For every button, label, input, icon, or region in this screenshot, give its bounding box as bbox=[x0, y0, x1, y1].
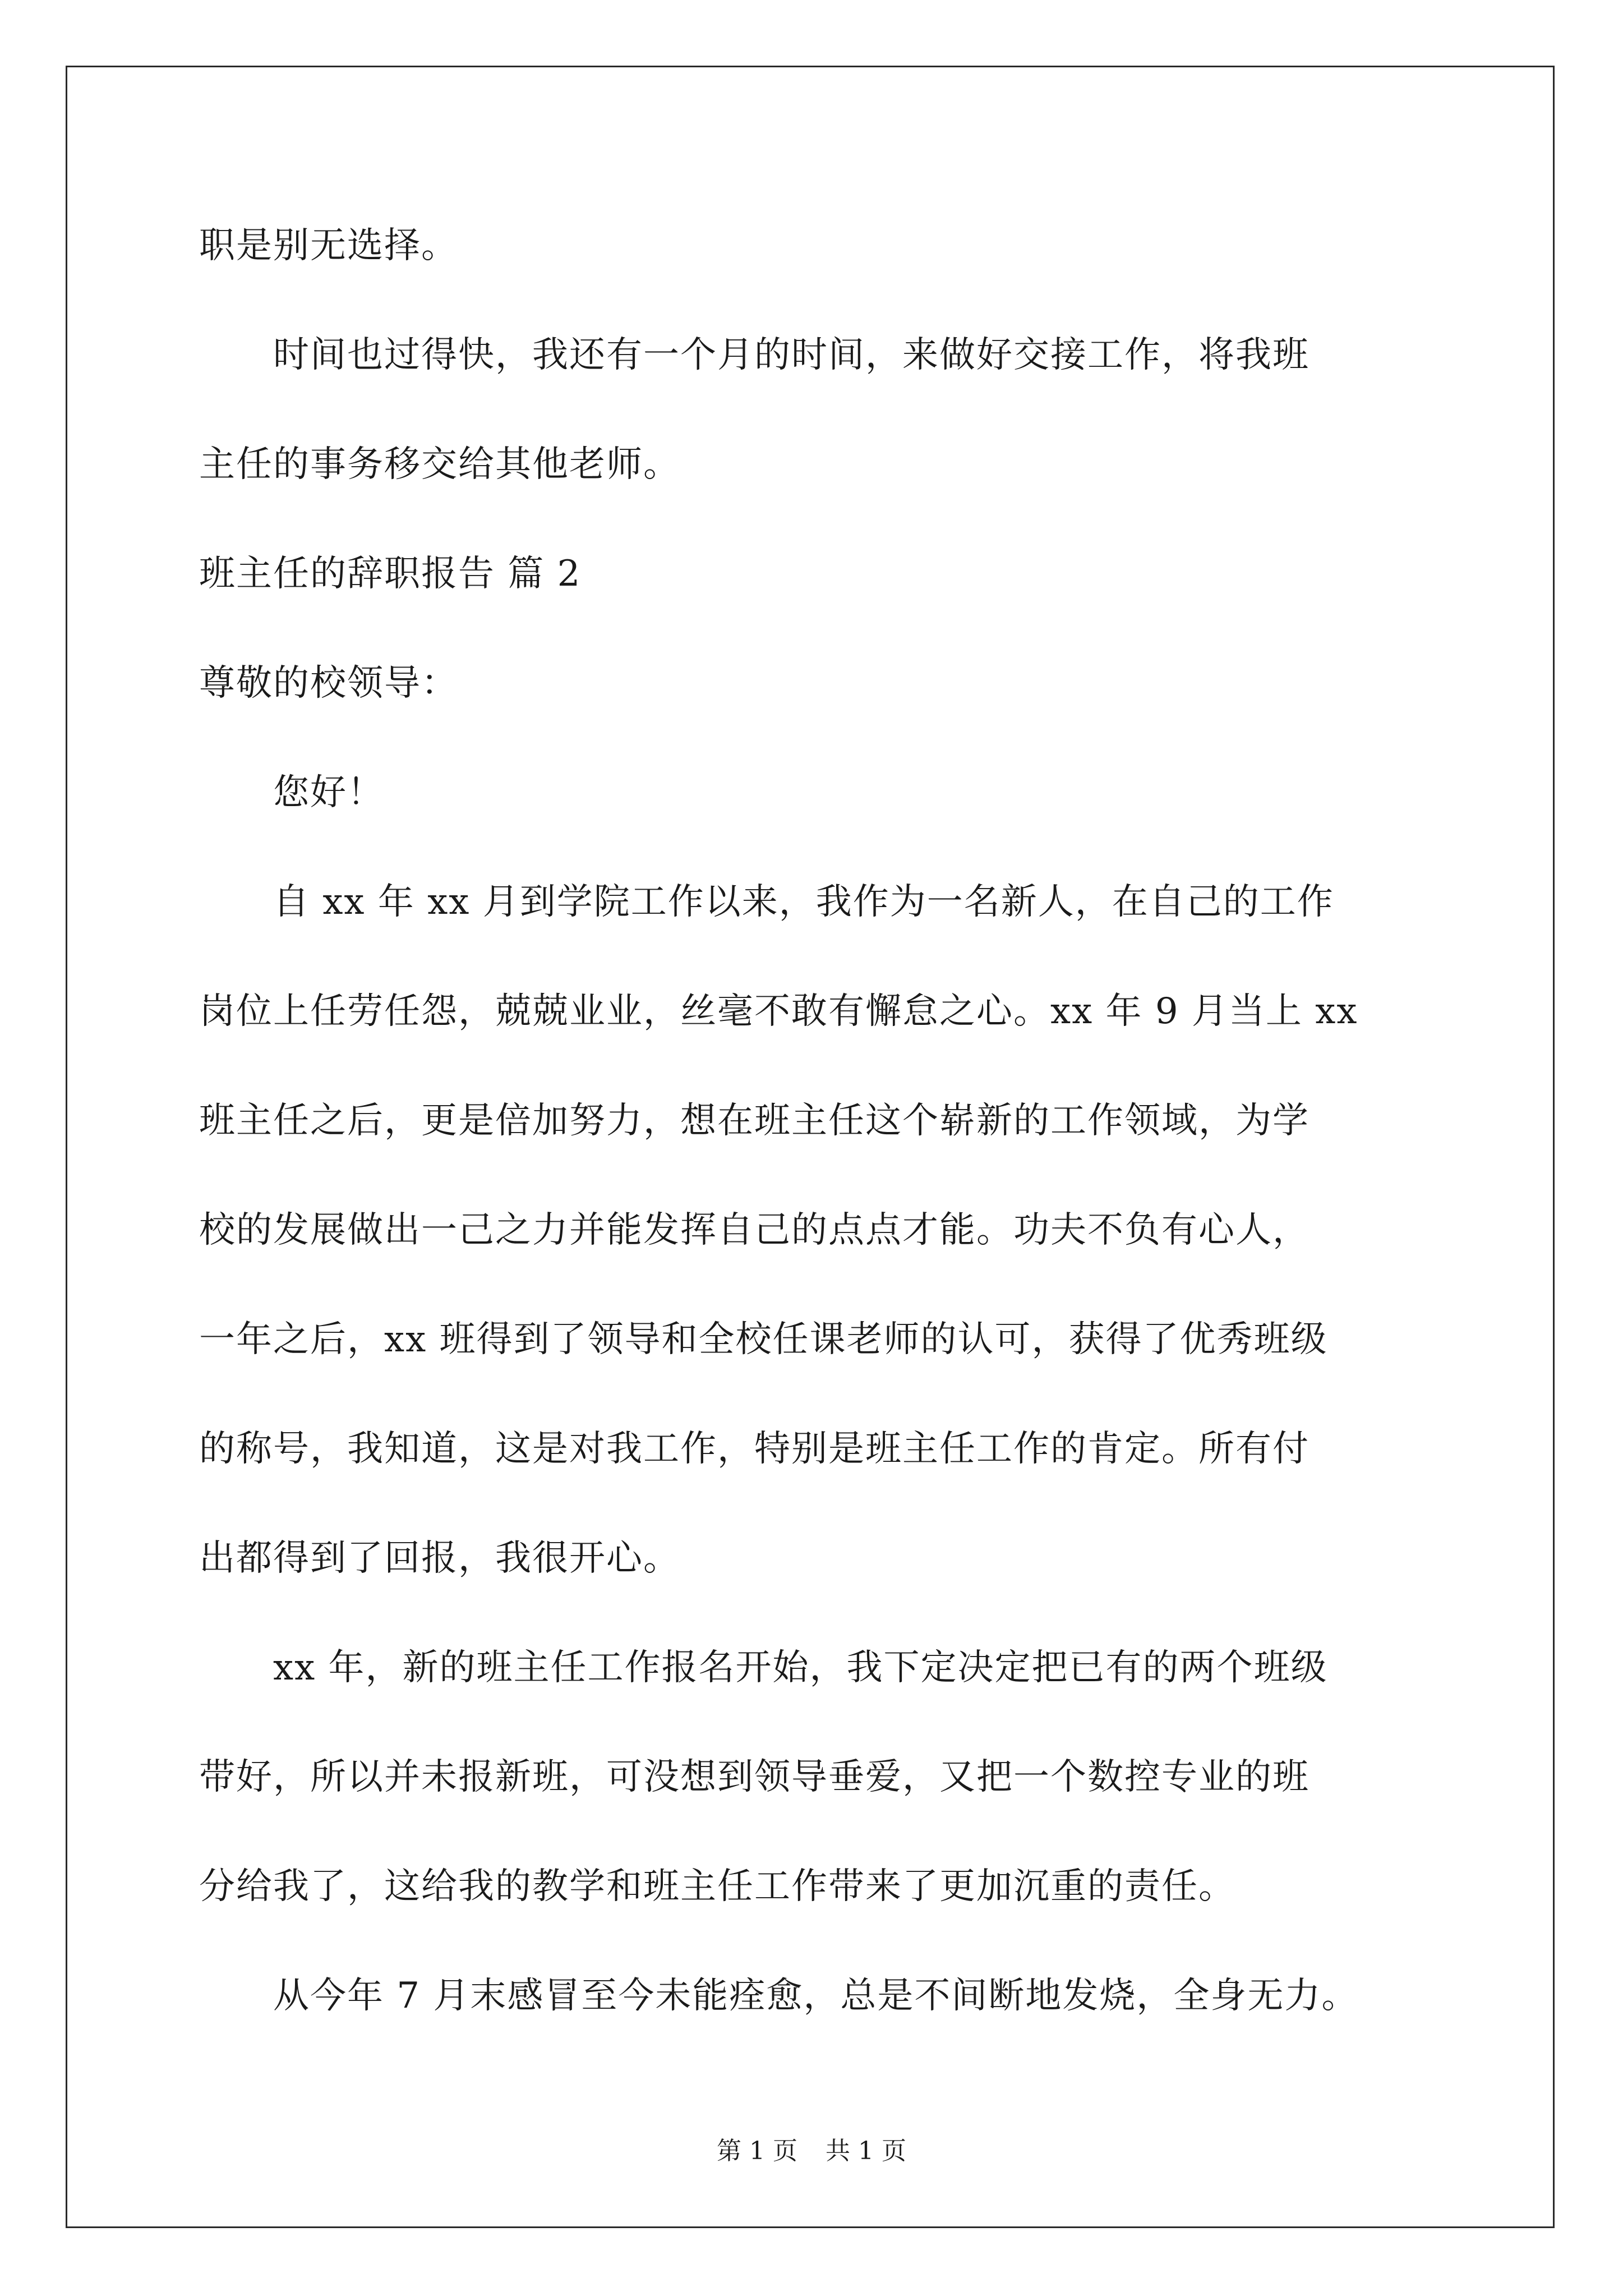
paragraph-line: 的称号，我知道，这是对我工作，特别是班主任工作的肯定。所有付 bbox=[199, 1428, 1310, 1470]
paragraph-line: 从今年 7 月末感冒至今未能痊愈，总是不间断地发烧，全身无力。 bbox=[199, 1975, 1359, 2017]
paragraph-line: 一年之后，xx 班得到了领导和全校任课老师的认可，获得了优秀班级 bbox=[199, 1319, 1328, 1360]
paragraph-line: 带好，所以并未报新班，可没想到领导垂爱，又把一个数控专业的班 bbox=[199, 1756, 1310, 1798]
paragraph-line: 职是别无选择。 bbox=[199, 225, 458, 266]
paragraph-line: 校的发展做出一己之力并能发挥自己的点点才能。功夫不负有心人， bbox=[199, 1209, 1310, 1251]
paragraph-line: 班主任之后，更是倍加努力，想在班主任这个崭新的工作领域，为学 bbox=[199, 1100, 1310, 1142]
page-footer bbox=[0, 2134, 1623, 2168]
page-number: 第 1 页 bbox=[717, 2137, 797, 2165]
greeting: 您好！ bbox=[199, 772, 384, 813]
paragraph-line: 时间也过得快，我还有一个月的时间，来做好交接工作，将我班 bbox=[199, 334, 1310, 376]
salutation: 尊敬的校领导： bbox=[199, 662, 458, 704]
paragraph-line: 主任的事务移交给其他老师。 bbox=[199, 444, 680, 485]
paragraph-line: 分给我了，这给我的教学和班主任工作带来了更加沉重的责任。 bbox=[199, 1866, 1235, 1907]
paragraph-line: 岗位上任劳任怨，兢兢业业，丝毫不敢有懈怠之心。xx 年 9 月当上 xx bbox=[199, 991, 1358, 1032]
paragraph-line: 自 xx 年 xx 月到学院工作以来，我作为一名新人，在自己的工作 bbox=[199, 881, 1334, 923]
paragraph-line: xx 年，新的班主任工作报名开始，我下定决定把已有的两个班级 bbox=[199, 1647, 1328, 1688]
paragraph-line: 出都得到了回报，我很开心。 bbox=[199, 1538, 680, 1579]
page-total: 共 1 页 bbox=[826, 2137, 906, 2165]
section-heading: 班主任的辞职报告 篇 2 bbox=[199, 553, 582, 595]
